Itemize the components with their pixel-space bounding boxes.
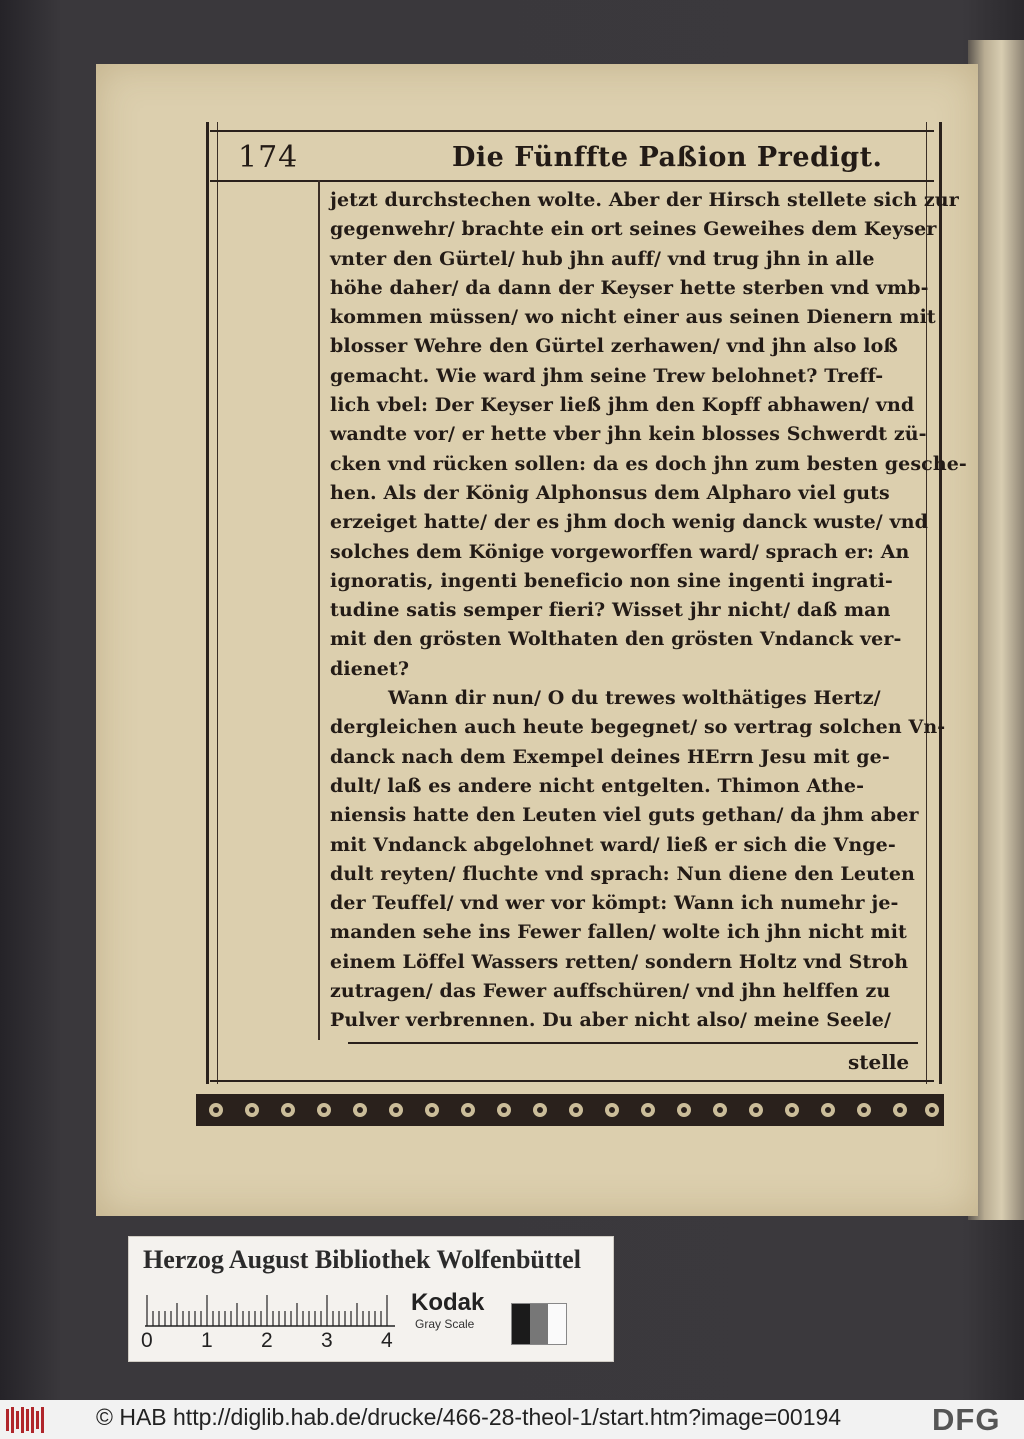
- text-line: wandte vor/ er hette vber jhn kein blosses Schwerdt zü-: [330, 423, 927, 446]
- text-line: dergleichen auch heute begegnet/ so vertrag solchen Vn-: [330, 716, 946, 739]
- text-line: solches dem Könige vorgeworffen ward/ sprach er: An: [330, 540, 910, 563]
- text-column-rule: [318, 180, 320, 1040]
- text-line: manden sehe ins Fewer fallen/ wolte ich jhn nicht mit: [330, 921, 907, 944]
- text-line: dult reyten/ fluchte vnd sprach: Nun diene den Leuten: [330, 862, 915, 885]
- scale-number: 0: [141, 1329, 153, 1352]
- frame-bottom-rule: [210, 1080, 934, 1082]
- text-line: ignoratis, ingenti beneficio non sine ingenti ingrati-: [330, 569, 893, 592]
- text-line: dult/ laß es andere nicht entgelten. Thimon Athe-: [330, 774, 865, 797]
- page-header: [230, 140, 920, 180]
- gray-scale-caption: Gray Scale: [415, 1317, 475, 1331]
- kodak-brand: Kodak: [411, 1289, 485, 1316]
- text-line: gegenwehr/ brachte ein ort seines Geweihes dem Keyser: [330, 218, 937, 241]
- text-line: mit Vndanck abgelohnet ward/ ließ er sich die Vnge-: [330, 833, 896, 856]
- bottom-rule: [348, 1042, 918, 1044]
- text-line: jetzt durchstechen wolte. Aber der Hirsch stellete sich zur: [330, 189, 959, 211]
- text-line: einem Löffel Wassers retten/ sondern Holtz vnd Stroh: [330, 950, 909, 973]
- scale-number: 3: [321, 1329, 333, 1352]
- text-line: zutragen/ das Fewer auffschüren/ vnd jhn helffen zu: [330, 980, 891, 1003]
- text-line: der Teuffel/ vnd wer vor kömpt: Wann ich numehr je-: [330, 892, 899, 915]
- text-line: hen. Als der König Alphonsus dem Alpharo viel guts: [330, 481, 890, 504]
- page-number: 174: [238, 140, 299, 175]
- dfg-logo-icon: DFG: [932, 1402, 1001, 1437]
- footer-bar: [0, 1400, 1024, 1439]
- text-line: höhe daher/ da dann der Keyser hette sterben vnd vmb-: [330, 276, 929, 299]
- text-line: tudine satis semper fieri? Wisset jhr nicht/ daß man: [330, 599, 891, 622]
- paragraph-start-line: Wann dir nun/ O du trewes wolthätiges Hertz/: [388, 687, 881, 710]
- text-line: erzeiget hatte/ der es jhm doch wenig danck wuste/ vnd: [330, 511, 928, 534]
- text-line: mit den grösten Wolthaten den grösten Vndanck ver-: [330, 628, 902, 651]
- text-line: kommen müssen/ wo nicht einer aus seinen Dienern mit: [330, 306, 936, 329]
- body-text: [330, 186, 967, 1036]
- text-line: cken vnd rücken sollen: da es doch jhn zum besten gesche-: [330, 452, 967, 475]
- ornament-border-icon: [196, 1092, 944, 1128]
- text-line: dienet?: [330, 657, 410, 680]
- hab-logo-icon: [6, 1407, 48, 1433]
- scale-number: 4: [381, 1329, 393, 1352]
- scale-number: 1: [201, 1329, 213, 1352]
- text-line: gemacht. Wie ward jhm seine Trew belohnet? Treff-: [330, 364, 884, 387]
- gray-scale-patches-icon: [511, 1303, 567, 1345]
- library-name: Herzog August Bibliothek Wolfenbüttel: [143, 1245, 581, 1274]
- top-rule: [210, 130, 934, 132]
- text-line: Pulver verbrennen. Du aber nicht also/ meine Seele/: [330, 1009, 891, 1032]
- text-line: niensis hatte den Leuten viel guts gethan/ da jhm aber: [330, 804, 919, 827]
- ruler-icon: [145, 1295, 395, 1327]
- scale-numbers: [141, 1329, 401, 1355]
- text-line: blosser Wehre den Gürtel zerhawen/ vnd jhn also loß: [330, 335, 898, 358]
- library-label-card: [128, 1236, 614, 1362]
- catchword: stelle: [848, 1050, 910, 1074]
- text-line: danck nach dem Exempel deines HErrn Jesu mit ge-: [330, 745, 890, 768]
- text-line: vnter den Gürtel/ hub jhn auff/ vnd trug jhn in alle: [330, 247, 875, 270]
- scale-number: 2: [261, 1329, 273, 1352]
- text-line: lich vbel: Der Keyser ließ jhm den Kopff abhawen/ vnd: [330, 394, 915, 417]
- citation-link[interactable]: © HAB http://diglib.hab.de/drucke/466-28-theol-1/start.htm?image=00194: [96, 1404, 842, 1430]
- running-title: Die Fünffte Paßion Predigt.: [452, 142, 883, 173]
